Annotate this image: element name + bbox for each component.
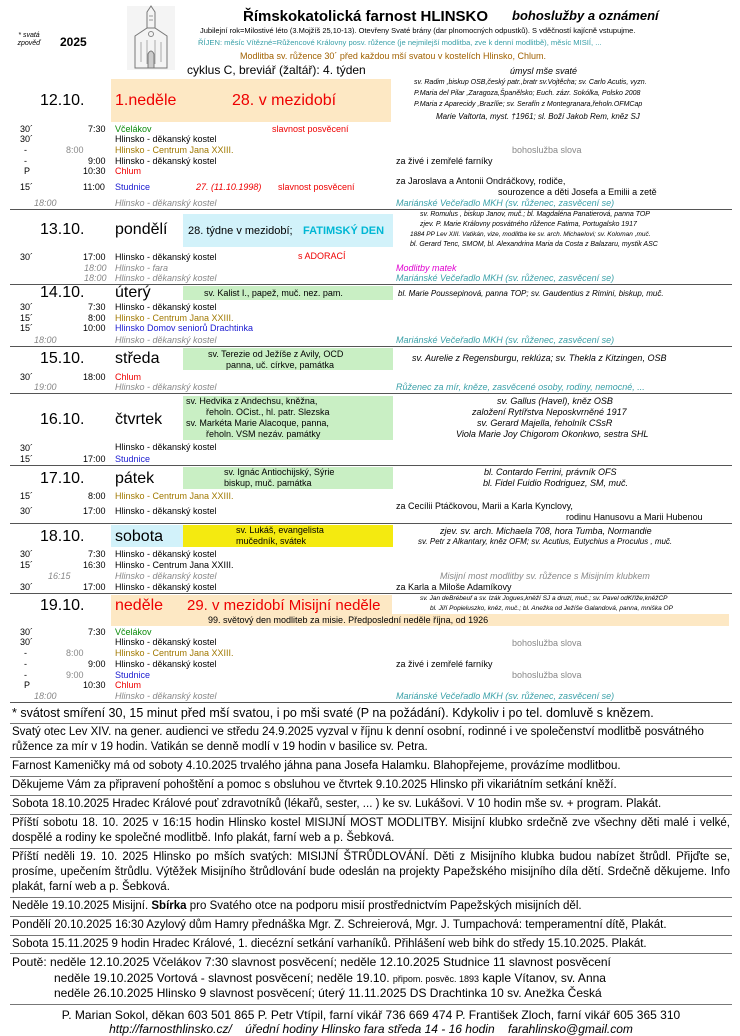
saints-line: P.Maria z Aparecidy ,Brazílie; sv. Serafín z Montegranara,řeholn.OFMCap: [414, 101, 643, 108]
rosary-note: Modlitba sv. růžence 30´ před každou mší svatou v kostelích Hlinsko, Chlum.: [240, 51, 546, 61]
mass-place: Hlinsko Domov seniorů Drachtinka: [115, 323, 254, 333]
mass-place: Hlinsko - děkanský kostel: [115, 571, 217, 581]
feast-title: sv. Hedvika z Andechsu, kněžna,: [186, 396, 318, 406]
saints-line: bl. Jiří Popieluszko, kněz, muč.; bl. Anežka od Ježíše Galandová, panna, mniška OP: [430, 605, 673, 612]
mass-time: 18:00: [34, 335, 57, 345]
mass-time: 18:00: [83, 372, 106, 382]
saints-line: 1884 PP Lev XIII. Vatikán, vize, modlitba ke sv. arch. Michaelovi; sv. Koloman ,muč.: [410, 231, 651, 238]
announcement-bold: Sbírka: [151, 899, 187, 912]
mass-place: Hlinsko - děkanský kostel: [115, 134, 217, 144]
day-name: pondělí: [115, 221, 168, 238]
confession-mark: 30´: [20, 506, 34, 516]
day-date: 19.10.: [40, 597, 85, 614]
mass-intent: za Karla a Miloše Adamíkovy: [396, 582, 512, 592]
mass-time: 18:00: [34, 198, 57, 208]
feast-title: biskup, muč. památka: [224, 478, 312, 488]
mass-intent: Mariánské Večeřadlo MKH (sv. růženec, zasvěcení se): [396, 691, 615, 701]
mass-time: 7:30: [88, 549, 106, 559]
day-divider: [10, 465, 732, 466]
feast-title: sv. Ignác Antiochijský, Sýrie: [224, 467, 335, 477]
feast-title: mučedník, svátek: [236, 536, 307, 546]
mass-time: 17:00: [83, 506, 106, 516]
office-hours: úřední hodiny Hlinsko fara středa 14 - 16 hodin: [245, 1021, 495, 1036]
mass-place: Hlinsko - Centrum Jana XXIII.: [115, 491, 234, 501]
mass-intent: Mariánské Večeřadlo MKH (sv. růženec, zasvěcení se): [396, 198, 615, 208]
confession-mark: 30´: [20, 627, 34, 637]
day-divider: [10, 702, 732, 703]
pilgrimage-line: neděle 26.10.2025 Hlinsko 9 slavnost posvěcení; úterý 11.11.2025 DS Drachtinka 10 sv. Anežka Česká: [54, 986, 602, 1001]
announcement-text: Neděle 19.10.2025 Misijní.: [12, 899, 149, 912]
mass-intent: bohoslužba slova: [512, 638, 582, 648]
confession-mark: 15´: [20, 323, 34, 333]
day-name: sobota: [115, 528, 164, 545]
mass-place: Hlinsko - Centrum Jana XXIII.: [115, 313, 234, 323]
announcement: Svatý otec Lev XIV. na gener. audienci ve středu 24.9.2025 vyzval v říjnu k denní osobní, rodinné i ve společenství modlitbě posvátného růžence za mír v 19 hodin. Vatikán se denně modlí v 19 hodin v basilice sv. Petra.: [10, 724, 732, 758]
mass-intent: sourozence a děti Josefa a Emilii a zetě: [498, 187, 657, 197]
mass-intent: rodinu Hanusovu a Marii Hubenou: [566, 512, 703, 522]
mass-place: Chlum: [115, 680, 142, 690]
saints-line: sv. Romulus , biskup Janov, muč.; bl. Magdaléna Panatierová, panna TOP: [420, 211, 650, 218]
mass-time: 8:00: [88, 491, 106, 501]
mass-note: slavnost posvěcení: [272, 124, 349, 134]
mass-place: Studnice: [115, 454, 151, 464]
mass-intent: Mariánské Večeřadlo MKH (sv. růženec, zasvěcení se): [396, 273, 615, 283]
clergy-contacts: P. Marian Sokol, děkan 603 501 865 P. Petr Vtípil, farní vikář 736 669 474 P. František Zloch, farní vikář 605 365 310: [61, 1007, 681, 1022]
confession-mark: -: [24, 145, 27, 155]
feast-title: sv. Kalist I., papež, muč. nez. pam.: [204, 288, 343, 298]
saints-line: Marie Valtorta, myst. †1961; sl. Boží Jakob Rem, kněz SJ: [436, 112, 640, 121]
mission-note: 99. světový den modliteb za misie. Předposlední neděle října, od 1926: [208, 615, 489, 625]
mass-intent: za Cecílii Ptáčkovou, Marii a Karla Kynclovy,: [396, 501, 573, 511]
mass-intent: bohoslužba slova: [512, 145, 582, 155]
announcement: Pondělí 20.10.2025 16:30 Azylový dům Hamry přednáška Mgr. Z. Schreierová, Mgr. J. Tumpachová: temperamentní dítě, Plakát.: [10, 917, 732, 936]
saints-line: zjev. sv. arch. Michaela 708, hora Tumba, Normandie: [440, 526, 652, 536]
saints-line: bl. Contardo Ferrini, právník OFS: [484, 467, 617, 477]
mass-place: Hlinsko - děkanský kostel: [115, 273, 217, 283]
saints-line: sv. Aurelie z Regensburgu, reklúza; sv. Thekla z Kitzingen, OSB: [412, 353, 667, 363]
announcement: Děkujeme Vám za připravení pohoštění a pomoc s obsluhou ve čtvrtek 9.10.2025 Hlinsko při vikariátním setkání kněží.: [10, 777, 732, 796]
mass-time: 18:00: [84, 273, 107, 283]
mass-time: 17:00: [83, 454, 106, 464]
saints-line: bl. Marie Poussepinová, panna TOP; sv. Gaudentius z Rimini, biskup, muč.: [398, 289, 664, 298]
confession-mark: 30´: [20, 124, 34, 134]
mass-place: Studnice: [115, 182, 151, 192]
saints-line: sv. Gallus (Havel), kněz OSB: [497, 396, 613, 406]
day-name: úterý: [115, 284, 151, 301]
intentions-header: úmysl mše svaté: [510, 66, 578, 76]
confession-mark: 30´: [20, 637, 34, 647]
confession-mark: 30´: [20, 443, 34, 453]
day-date: 14.10.: [40, 284, 85, 301]
confession-mark: 30´: [20, 582, 34, 592]
saints-line: bl. Fidel Fuidio Rodriguez, SM, muč.: [483, 478, 629, 488]
announcement-text: pro Svatého otce na podporu misií prostřednictvím Papežských misijních děl.: [189, 899, 582, 912]
mass-note: slavnost posvěcení: [278, 182, 355, 192]
day-date: 13.10.: [40, 221, 85, 238]
confession-mark: 15´: [20, 454, 34, 464]
feast-title: 28. v mezidobí: [232, 92, 337, 109]
mass-time: 7:30: [88, 627, 106, 637]
mass-place: Hlinsko - děkanský kostel: [115, 302, 217, 312]
day-name: pátek: [115, 470, 155, 487]
feast-title: panna, uč. církve, památka: [226, 360, 335, 370]
mass-intent: Mariánské Večeřadlo MKH (sv. růženec, zasvěcení se): [396, 335, 615, 345]
confession-mark: -: [24, 659, 27, 669]
mass-intent: za živé i zemřelé farníky: [396, 659, 493, 669]
confession-mark: 30´: [20, 134, 34, 144]
day-date: 16.10.: [40, 411, 85, 428]
day-divider: [10, 593, 732, 594]
mass-time: 10:30: [83, 166, 106, 176]
mass-place: Včelákov: [115, 124, 152, 134]
mass-time: 7:30: [88, 124, 106, 134]
day-divider: [10, 393, 732, 394]
confession-mark: 30´: [20, 549, 34, 559]
mass-place: Hlinsko - fara: [115, 263, 169, 273]
confession-mark: -: [24, 670, 27, 680]
mass-time: 8:00: [66, 648, 84, 658]
mass-time: 9:00: [66, 670, 84, 680]
day-name: neděle: [115, 597, 164, 614]
october-note: ŘÍJEN: měsíc Vítězné=Růžencové Královny posv. růžence (je nejmilejší modlitba, zve k denní modlitbě), měsíc MISIÍ, ...: [198, 38, 602, 47]
mass-time: 16:15: [48, 571, 71, 581]
saints-line: Viola Marie Joy Chigorom Okonkwo, sestra SHL: [456, 429, 649, 439]
confession-mark: 15´: [20, 560, 34, 570]
saints-line: sv. Radim ,biskup OSB,český patr.,bratr sv.Vojtěcha; sv. Carlo Acutis, vyzn.: [414, 79, 647, 86]
mass-place: Hlinsko - děkanský kostel: [115, 637, 217, 647]
website-link[interactable]: http://farnosthlinsko.cz/: [109, 1021, 232, 1036]
mass-intent: Růženec za mír, kněze, zasvěcené osoby, rodiny, nemocné, ...: [396, 382, 645, 392]
mass-time: 10:30: [83, 680, 106, 690]
feast-title: řeholn. VSM nezáv. památky: [206, 429, 321, 439]
mass-place: Hlinsko - Centrum Jana XXIII.: [115, 560, 234, 570]
confession-mark: 30´: [20, 372, 34, 382]
confession-mark: 30´: [20, 252, 34, 262]
mass-time: 17:00: [83, 252, 106, 262]
mass-time: 17:00: [83, 582, 106, 592]
mass-note: s ADORACÍ: [298, 251, 346, 261]
announcement: [10, 898, 732, 917]
mass-time: 7:30: [88, 302, 106, 312]
church-drawing: [127, 6, 175, 70]
day-date: 12.10.: [40, 92, 85, 109]
announcement: Příští neděli 19. 10. 2025 Hlinsko po mších svatých: MISIJNÍ ŠTRŮDLOVÁNÍ. Děti z Misijního klubka budou nabízet štrůdl. Přijďte se, prosíme, upečením štrůdlu. Výtěžek Misijního štrůdlování bude odeslán na projekty Papežského misijního díla dětí. Srdečně děkujeme. Info plakát, farní web a p. Šebková.: [10, 849, 732, 898]
announcement: Sobota 18.10.2025 Hradec Králové pouť zdravotníků (lékařů, sester, ... ) ke sv. Lukášovi. V 10 hodin mše sv. + program. Plakát.: [10, 796, 732, 815]
day-divider: [10, 523, 732, 524]
announcements: [10, 704, 732, 1036]
mass-intent: za živé i zemřelé farníky: [396, 156, 493, 166]
mass-place: Hlinsko - děkanský kostel: [115, 691, 217, 701]
mass-time: 8:00: [88, 313, 106, 323]
email-link[interactable]: farahlinsko@gmail.com: [508, 1021, 633, 1036]
mass-place: Hlinsko - děkanský kostel: [115, 335, 217, 345]
mass-place: Hlinsko - děkanský kostel: [115, 252, 217, 262]
confession-note: * svatá zpověď: [17, 32, 41, 48]
day-divider: [10, 346, 732, 347]
day-name: středa: [115, 350, 160, 367]
mass-place: Hlinsko - děkanský kostel: [115, 382, 217, 392]
mass-time: 18:00: [84, 263, 107, 273]
mass-place: Chlum: [115, 372, 142, 382]
pilgrimages: [10, 954, 732, 1004]
mass-time: 16:30: [83, 560, 106, 570]
confession-mark: P: [24, 680, 31, 690]
day-name: čtvrtek: [115, 411, 163, 428]
mass-time: 10:00: [83, 323, 106, 333]
jubilee-note: Jubilejní rok=Milostivé léto (3.Mojžíš 25,10-13). Otevřeny Svaté brány (dar plnomocných odpustků). S vděčností kajícně vstupujme.: [200, 26, 636, 35]
mass-place: Hlinsko - děkanský kostel: [115, 156, 217, 166]
confession-mark: -: [24, 648, 27, 658]
feast-title: sv. Markéta Marie Alacoque, panna,: [186, 418, 329, 428]
confession-mark: 15´: [20, 491, 34, 501]
mass-place: Včelákov: [115, 627, 152, 637]
mass-place: Hlinsko - děkanský kostel: [115, 582, 217, 592]
confession-mark: 15´: [20, 182, 34, 192]
page-subtitle: bohoslužby a oznámení: [512, 8, 659, 23]
saints-line: sv. Jan deBrébeuf a sv. Izák Jogues,kněží SJ a druzi, muč.; sv. Pavel odKříže,kněžCP: [420, 595, 668, 602]
mass-time: 9:00: [88, 659, 106, 669]
mass-place: Chlum: [115, 166, 142, 176]
confession-mark: 30´: [20, 302, 34, 312]
announcement: Farnost Kameničky má od soboty 4.10.2025 trvalého jáhna pana Josefa Halamku. Blahopřejeme, provázíme modlitbou.: [10, 758, 732, 777]
mass-place: Studnice: [115, 670, 151, 680]
pilgrimage-small: připom. posvěc. 1893: [392, 973, 479, 984]
mass-time: 11:00: [83, 182, 105, 192]
liturgical-cycle: cyklus C, breviář (žaltář): 4. týden: [187, 63, 366, 77]
mass-intent: bohoslužba slova: [512, 670, 582, 680]
saints-line: založení Rytířstva Neposkvrněné 1917: [472, 407, 627, 417]
announcement: * svátost smíření 30, 15 minut před mší svatou, i po mši svaté (P na požádání). Kdykoliv i po tel. domluvě s knězem.: [10, 704, 732, 724]
saints-line: sv. Gerard Majella, řeholník CSsR: [477, 418, 613, 428]
mass-place: Hlinsko - děkanský kostel: [115, 549, 217, 559]
mass-place: Hlinsko - děkanský kostel: [115, 198, 217, 208]
mass-place: Hlinsko - děkanský kostel: [115, 506, 217, 516]
day-divider: [10, 209, 732, 210]
footer-line: [10, 1022, 732, 1036]
feast-title: sv. Terezie od Ježíše z Avily, OCD: [208, 349, 344, 359]
mass-place: Hlinsko - děkanský kostel: [115, 659, 217, 669]
saints-line: zjev. P. Marie Královny posvátného růžence Fatima, Portugalsko 1917: [420, 221, 637, 228]
mass-time: 8:00: [66, 145, 84, 155]
saints-line: P.Maria del Pilar ,Zaragoza,Španělsko; Euch. zázr. Sokólka, Polsko 2008: [414, 90, 641, 97]
confession-mark: P: [24, 166, 31, 176]
day-name: 1.neděle: [115, 92, 177, 109]
saints-line: sv. Petr z Alkantary, kněz OFM; sv. Acutius, Eutychius a Proculus , muč.: [418, 537, 673, 546]
day-date: 15.10.: [40, 350, 85, 367]
mass-time: 9:00: [88, 156, 106, 166]
mass-intent: Misijní most modlitby sv. růžence s Misijním klubkem: [440, 571, 650, 581]
mass-place: Hlinsko - Centrum Jana XXIII.: [115, 648, 234, 658]
parish-title: Římskokatolická farnost HLINSKO: [243, 8, 489, 25]
mass-time: 18:00: [34, 691, 57, 701]
announcement: Příští sobotu 18. 10. 2025 v 16:15 hodin Hlinsko kostel MISIJNÍ MOST MODLITBY. Misijní klubko srdečně zve všechny děti malé i velké, dospělé a rodiny ke společné modlitbě. Info plakát, farní web a p. Šebková.: [10, 815, 732, 849]
feast-title: 28. týdne v mezidobí;: [188, 225, 293, 237]
day-date: 17.10.: [40, 470, 85, 487]
year: 2025: [60, 35, 87, 49]
feast-title: FATIMSKÝ DEN: [303, 225, 385, 237]
pilgrimage-line: Poutě: neděle 12.10.2025 Včelákov 7:30 slavnost posvěcení; neděle 12.10.2025 Studnice 11 slavnost posvěcení: [12, 955, 611, 970]
feast-title: řeholn. OCist., hl. patr. Slezska: [206, 407, 330, 417]
feast-title: sv. Lukáš, evangelista: [236, 525, 324, 535]
mass-place: Hlinsko - děkanský kostel: [115, 442, 217, 452]
mass-intent: Modlitby matek: [396, 263, 457, 273]
confession-mark: -: [24, 156, 27, 166]
pilgrimage-line: [12, 971, 730, 986]
saints-line: bl. Gerard Tenc, SMOM, bl. Alexandrina Maria da Costa z Balazaru, mystik ASC: [410, 241, 658, 248]
feast-title: 29. v mezidobí Misijní neděle: [187, 597, 381, 614]
announcement: Sobota 15.11.2025 9 hodin Hradec Králové, 1. diecézní setkání varhaníků. Přihlášení web bihk do středy 15.10.2025. Plakát.: [10, 936, 732, 955]
pilgrimage-text: neděle 19.10.2025 Vortová - slavnost posvěcení; neděle 19.10.: [54, 970, 390, 985]
mass-intent: za Jaroslava a Antonii Ondráčkovy, rodiče,: [396, 176, 566, 186]
pilgrimage-text: kaple Vítanov, sv. Anna: [482, 970, 606, 985]
day-date: 18.10.: [40, 528, 85, 545]
mass-note: 27. (11.10.1998): [196, 182, 262, 192]
confession-mark: 15´: [20, 313, 34, 323]
mass-time: 19:00: [34, 382, 57, 392]
mass-place: Hlinsko - Centrum Jana XXIII.: [115, 145, 234, 155]
